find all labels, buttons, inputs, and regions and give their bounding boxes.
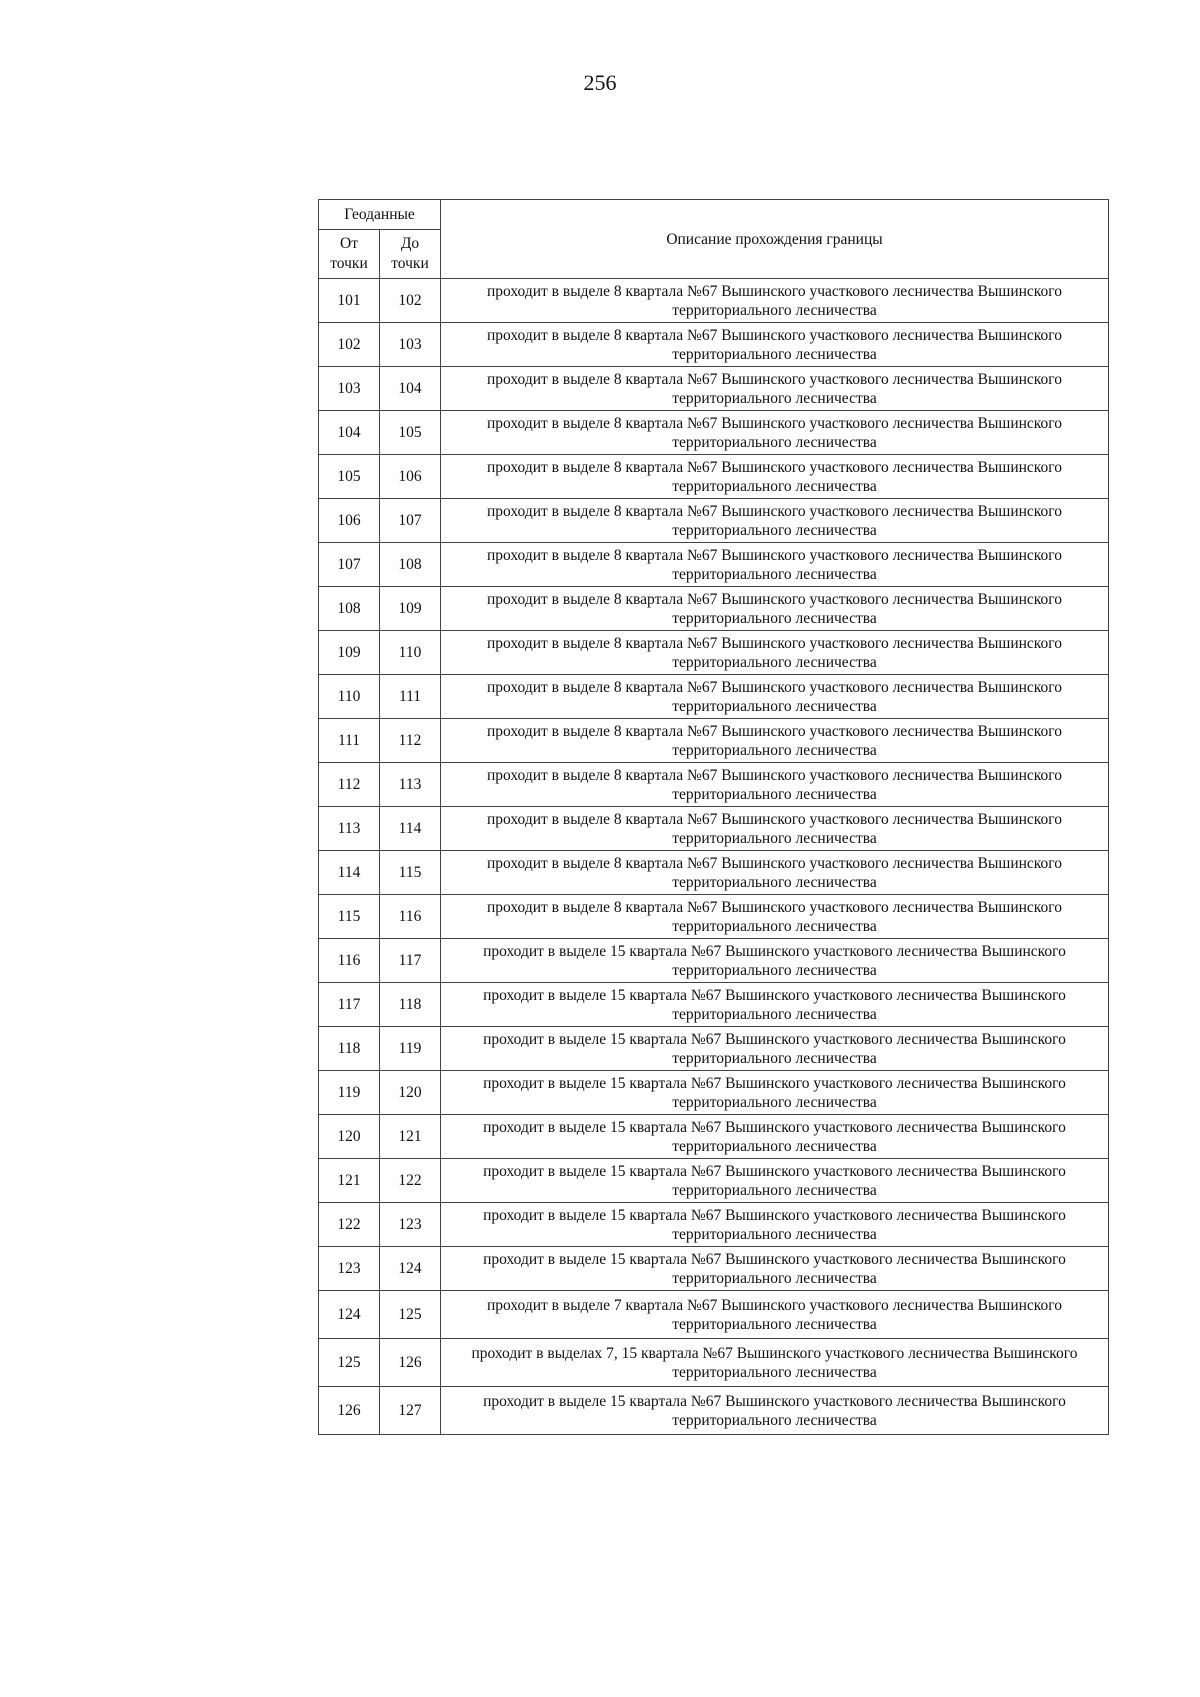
from-point-cell: 101: [319, 279, 380, 323]
from-point-cell: 105: [319, 455, 380, 499]
to-point-cell: 121: [380, 1115, 441, 1159]
from-point-cell: 119: [319, 1071, 380, 1115]
table-row: [319, 631, 1109, 675]
description-cell: проходит в выделе 8 квартала №67 Вышинского участкового лесничества Вышинского территориального лесничества: [441, 719, 1109, 763]
from-point-cell: 112: [319, 763, 380, 807]
from-point-cell: 103: [319, 367, 380, 411]
to-point-cell: 103: [380, 323, 441, 367]
table-row: [319, 323, 1109, 367]
to-point-cell: 126: [380, 1339, 441, 1387]
description-cell: проходит в выделе 8 квартала №67 Вышинского участкового лесничества Вышинского территориального лесничества: [441, 851, 1109, 895]
to-point-cell: 111: [380, 675, 441, 719]
boundary-table: [318, 199, 1109, 1435]
table-row: [319, 455, 1109, 499]
description-cell: проходит в выделе 8 квартала №67 Вышинского участкового лесничества Вышинского территориального лесничества: [441, 323, 1109, 367]
to-point-cell: 127: [380, 1387, 441, 1435]
to-point-cell: 122: [380, 1159, 441, 1203]
description-cell: проходит в выделе 8 квартала №67 Вышинского участкового лесничества Вышинского территориального лесничества: [441, 455, 1109, 499]
to-point-cell: 109: [380, 587, 441, 631]
table-row: [319, 719, 1109, 763]
table-row: [319, 1159, 1109, 1203]
table-row: [319, 279, 1109, 323]
to-point-cell: 118: [380, 983, 441, 1027]
from-point-cell: 121: [319, 1159, 380, 1203]
from-point-cell: 122: [319, 1203, 380, 1247]
from-point-cell: 104: [319, 411, 380, 455]
from-point-cell: 116: [319, 939, 380, 983]
geodata-header: Геоданные: [319, 200, 441, 230]
description-cell: проходит в выделе 15 квартала №67 Вышинского участкового лесничества Вышинского территориального лесничества: [441, 1203, 1109, 1247]
table-row: [319, 587, 1109, 631]
table-row: [319, 1339, 1109, 1387]
to-point-cell: 119: [380, 1027, 441, 1071]
from-point-cell: 124: [319, 1291, 380, 1339]
description-cell: проходит в выделе 8 квартала №67 Вышинского участкового лесничества Вышинского территориального лесничества: [441, 675, 1109, 719]
to-point-cell: 107: [380, 499, 441, 543]
table-header: [319, 200, 1109, 279]
description-cell: проходит в выделе 8 квартала №67 Вышинского участкового лесничества Вышинского территориального лесничества: [441, 587, 1109, 631]
table-row: [319, 1071, 1109, 1115]
from-point-cell: 113: [319, 807, 380, 851]
to-point-cell: 102: [380, 279, 441, 323]
description-cell: проходит в выделе 8 квартала №67 Вышинского участкового лесничества Вышинского территориального лесничества: [441, 279, 1109, 323]
description-cell: проходит в выделе 15 квартала №67 Вышинского участкового лесничества Вышинского территориального лесничества: [441, 1115, 1109, 1159]
description-cell: проходит в выделе 15 квартала №67 Вышинского участкового лесничества Вышинского территориального лесничества: [441, 939, 1109, 983]
table-row: [319, 763, 1109, 807]
to-point-cell: 112: [380, 719, 441, 763]
table-row: [319, 411, 1109, 455]
from-point-cell: 109: [319, 631, 380, 675]
description-cell: проходит в выделе 15 квартала №67 Вышинского участкового лесничества Вышинского территориального лесничества: [441, 1027, 1109, 1071]
from-point-cell: 126: [319, 1387, 380, 1435]
description-cell: проходит в выделе 8 квартала №67 Вышинского участкового лесничества Вышинского территориального лесничества: [441, 763, 1109, 807]
table-row: [319, 983, 1109, 1027]
from-point-cell: 123: [319, 1247, 380, 1291]
to-point-cell: 114: [380, 807, 441, 851]
table-row: [319, 1203, 1109, 1247]
table-row: [319, 1291, 1109, 1339]
table-row: [319, 939, 1109, 983]
description-cell: проходит в выделе 15 квартала №67 Вышинского участкового лесничества Вышинского территориального лесничества: [441, 983, 1109, 1027]
to-point-cell: 110: [380, 631, 441, 675]
page-number: 256: [583, 70, 617, 95]
description-cell: проходит в выделе 8 квартала №67 Вышинского участкового лесничества Вышинского территориального лесничества: [441, 411, 1109, 455]
description-cell: проходит в выделе 8 квартала №67 Вышинского участкового лесничества Вышинского территориального лесничества: [441, 807, 1109, 851]
from-point-cell: 111: [319, 719, 380, 763]
description-cell: проходит в выделе 8 квартала №67 Вышинского участкового лесничества Вышинского территориального лесничества: [441, 543, 1109, 587]
description-cell: проходит в выделе 15 квартала №67 Вышинского участкового лесничества Вышинского территориального лесничества: [441, 1387, 1109, 1435]
from-point-header: От точки: [319, 230, 380, 279]
from-point-cell: 120: [319, 1115, 380, 1159]
description-cell: проходит в выделе 7 квартала №67 Вышинского участкового лесничества Вышинского территориального лесничества: [441, 1291, 1109, 1339]
description-cell: проходит в выделе 8 квартала №67 Вышинского участкового лесничества Вышинского территориального лесничества: [441, 367, 1109, 411]
table-row: [319, 807, 1109, 851]
description-cell: проходит в выделе 15 квартала №67 Вышинского участкового лесничества Вышинского территориального лесничества: [441, 1071, 1109, 1115]
from-point-cell: 118: [319, 1027, 380, 1071]
to-point-cell: 124: [380, 1247, 441, 1291]
from-point-cell: 108: [319, 587, 380, 631]
to-point-cell: 125: [380, 1291, 441, 1339]
description-cell: проходит в выделе 8 квартала №67 Вышинского участкового лесничества Вышинского территориального лесничества: [441, 499, 1109, 543]
description-cell: проходит в выделе 15 квартала №67 Вышинского участкового лесничества Вышинского территориального лесничества: [441, 1159, 1109, 1203]
to-point-cell: 116: [380, 895, 441, 939]
table-row: [319, 499, 1109, 543]
to-point-cell: 117: [380, 939, 441, 983]
to-point-cell: 113: [380, 763, 441, 807]
description-cell: проходит в выделе 8 квартала №67 Вышинского участкового лесничества Вышинского территориального лесничества: [441, 631, 1109, 675]
table-row: [319, 895, 1109, 939]
to-point-cell: 115: [380, 851, 441, 895]
to-point-cell: 120: [380, 1071, 441, 1115]
from-point-cell: 114: [319, 851, 380, 895]
to-point-cell: 104: [380, 367, 441, 411]
from-point-cell: 125: [319, 1339, 380, 1387]
description-cell: проходит в выделе 8 квартала №67 Вышинского участкового лесничества Вышинского территориального лесничества: [441, 895, 1109, 939]
table-row: [319, 367, 1109, 411]
table-row: [319, 675, 1109, 719]
from-point-cell: 115: [319, 895, 380, 939]
table-row: [319, 1027, 1109, 1071]
to-point-cell: 105: [380, 411, 441, 455]
from-point-cell: 106: [319, 499, 380, 543]
table-row: [319, 1387, 1109, 1435]
table-row: [319, 543, 1109, 587]
from-point-cell: 117: [319, 983, 380, 1027]
to-point-header: До точки: [380, 230, 441, 279]
table-row: [319, 851, 1109, 895]
table-row: [319, 1115, 1109, 1159]
description-cell: проходит в выделе 15 квартала №67 Вышинского участкового лесничества Вышинского территориального лесничества: [441, 1247, 1109, 1291]
description-header: Описание прохождения границы: [441, 200, 1109, 279]
from-point-cell: 102: [319, 323, 380, 367]
table-body: [319, 279, 1109, 1435]
from-point-cell: 110: [319, 675, 380, 719]
to-point-cell: 108: [380, 543, 441, 587]
description-cell: проходит в выделах 7, 15 квартала №67 Вышинского участкового лесничества Вышинского территориального лесничества: [441, 1339, 1109, 1387]
table-row: [319, 1247, 1109, 1291]
to-point-cell: 106: [380, 455, 441, 499]
from-point-cell: 107: [319, 543, 380, 587]
to-point-cell: 123: [380, 1203, 441, 1247]
